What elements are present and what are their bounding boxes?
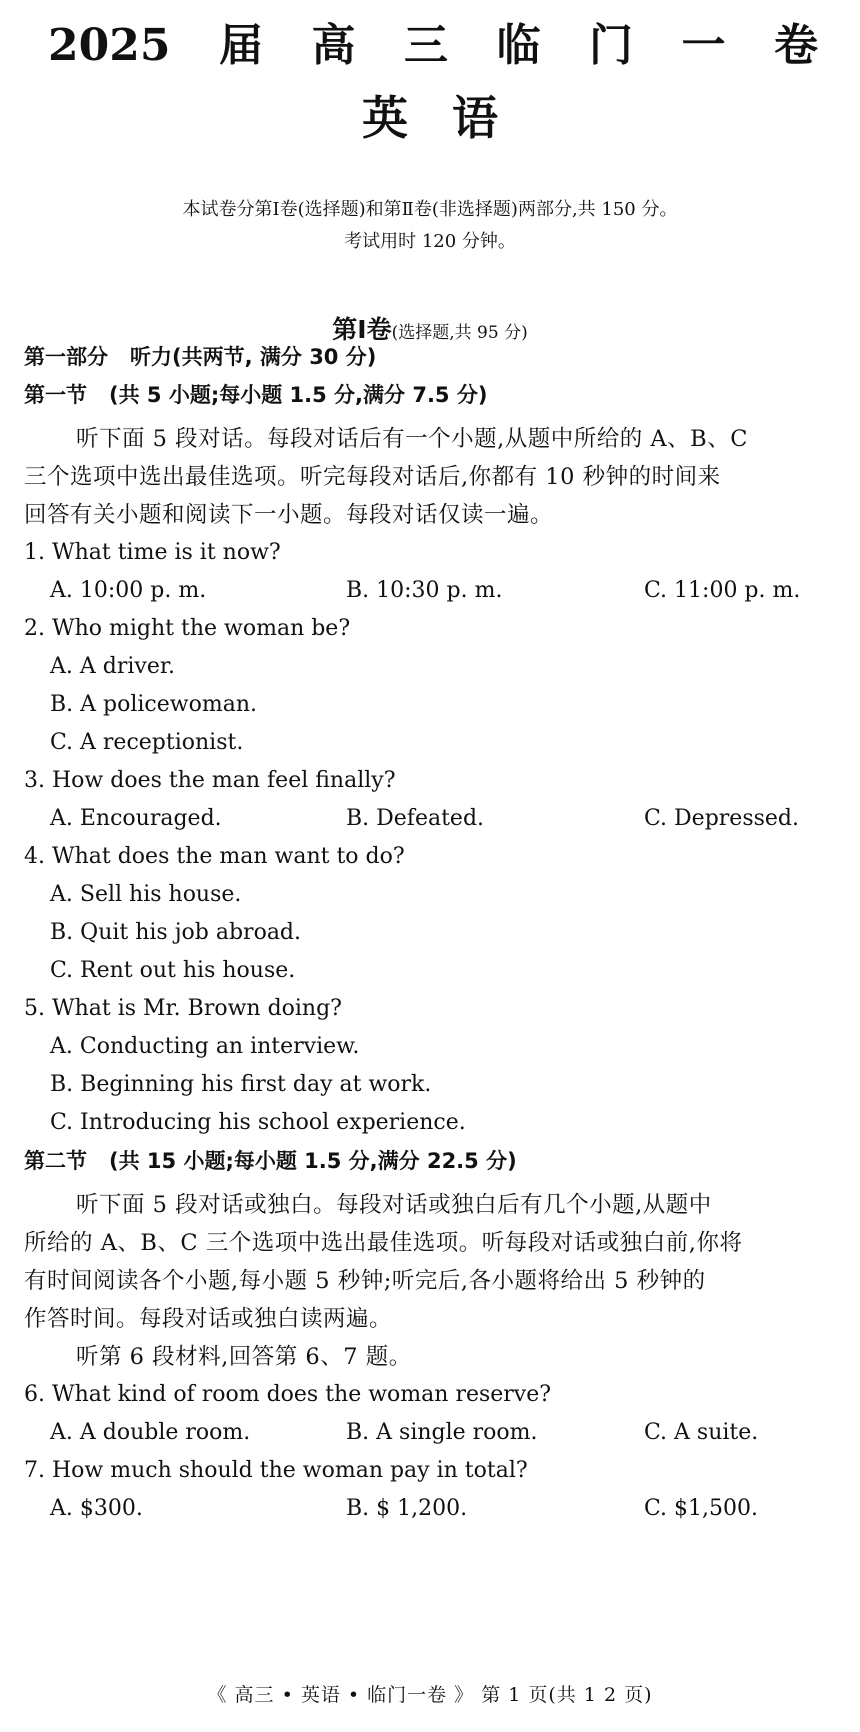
- title-char: 三: [403, 20, 448, 71]
- option-a: A. A double room.: [50, 1420, 251, 1445]
- section-one-desc: (共 5 小题;每小题 1.5 分,满分 7.5 分): [109, 383, 488, 407]
- part-one-label: 第一部分: [24, 345, 108, 369]
- question-5: 5. What is Mr. Brown doing?: [24, 996, 342, 1021]
- option-b: B. Defeated.: [346, 806, 485, 831]
- section-one-instructions: 回答有关小题和阅读下一小题。每段对话仅读一遍。: [24, 502, 554, 528]
- option-c: C. A suite.: [644, 1420, 759, 1445]
- option-c: C. Introducing his school experience.: [50, 1110, 466, 1135]
- exam-title: [48, 18, 818, 74]
- section-one-label: 第一节: [24, 383, 87, 407]
- option-b: B. A policewoman.: [50, 692, 257, 717]
- option-b: B. Beginning his first day at work.: [50, 1072, 432, 1097]
- title-char: 高: [311, 20, 356, 71]
- section-one-heading: [24, 380, 844, 410]
- question-6-options: [50, 1418, 850, 1448]
- question-7-options: [50, 1494, 850, 1524]
- option-b: B. Quit his job abroad.: [50, 920, 302, 945]
- section-one-instructions: 听下面 5 段对话。每段对话后有一个小题,从题中所给的 A、B、C: [76, 426, 748, 452]
- question-3-options: [50, 804, 850, 834]
- option-c: C. $1,500.: [644, 1496, 759, 1521]
- volume-title-main: 第Ⅰ卷: [332, 315, 392, 344]
- title-year: 2025: [48, 20, 171, 71]
- section-one-instructions: 三个选项中选出最佳选项。听完每段对话后,你都有 10 秒钟的时间来: [24, 464, 721, 490]
- question-1: 1. What time is it now?: [24, 540, 281, 565]
- section-two-heading: [24, 1146, 844, 1176]
- option-a: A. Encouraged.: [50, 806, 222, 831]
- title-char: 门: [588, 20, 633, 71]
- intro-line-1: 本试卷分第Ⅰ卷(选择题)和第Ⅱ卷(非选择题)两部分,共 150 分。: [182, 199, 678, 220]
- question-3: 3. How does the man feel finally?: [24, 768, 396, 793]
- title-char: 届: [218, 20, 263, 71]
- option-a: A. Conducting an interview.: [50, 1034, 360, 1059]
- section-two-instructions: 听下面 5 段对话或独白。每段对话或独白后有几个小题,从题中: [76, 1192, 712, 1218]
- section-two-desc: (共 15 小题;每小题 1.5 分,满分 22.5 分): [109, 1149, 517, 1173]
- question-4: 4. What does the man want to do?: [24, 844, 405, 869]
- option-b: B. $ 1,200.: [346, 1496, 468, 1521]
- section-two-instructions: 有时间阅读各个小题,每小题 5 秒钟;听完后,各小题将给出 5 秒钟的: [24, 1268, 706, 1294]
- option-c: C. Depressed.: [644, 806, 799, 831]
- section-two-label: 第二节: [24, 1149, 87, 1173]
- question-2: 2. Who might the woman be?: [24, 616, 351, 641]
- option-b: B. A single room.: [346, 1420, 538, 1445]
- option-a: A. $300.: [50, 1496, 143, 1521]
- intro-line-2: 考试用时 120 分钟。: [344, 231, 516, 252]
- part-one-heading: [24, 342, 844, 372]
- option-c: C. Rent out his house.: [50, 958, 296, 983]
- option-a: A. A driver.: [50, 654, 175, 679]
- option-c: C. 11:00 p. m.: [644, 578, 801, 603]
- title-char: 卷: [773, 20, 818, 71]
- option-b: B. 10:30 p. m.: [346, 578, 503, 603]
- volume-title-note: (选择题,共 95 分): [391, 323, 528, 343]
- option-a: A. 10:00 p. m.: [50, 578, 207, 603]
- title-char: 一: [681, 20, 726, 71]
- question-7: 7. How much should the woman pay in total?: [24, 1458, 528, 1483]
- part-one-desc: 听力(共两节, 满分 30 分): [130, 345, 377, 369]
- option-c: C. A receptionist.: [50, 730, 244, 755]
- question-6: 6. What kind of room does the woman reserve?: [24, 1382, 552, 1407]
- section-two-instructions: 作答时间。每段对话或独白读两遍。: [24, 1306, 393, 1332]
- title-char: 临: [496, 20, 541, 71]
- section-two-instructions: 所给的 A、B、C 三个选项中选出最佳选项。听每段对话或独白前,你将: [24, 1230, 743, 1256]
- option-a: A. Sell his house.: [50, 882, 242, 907]
- material-note: 听第 6 段材料,回答第 6、7 题。: [76, 1344, 412, 1370]
- subject-title: 英语: [362, 91, 542, 145]
- question-1-options: [50, 576, 850, 606]
- page-footer: 《 高三 • 英语 • 临门一卷 》 第 1 页(共 1 2 页): [207, 1684, 653, 1706]
